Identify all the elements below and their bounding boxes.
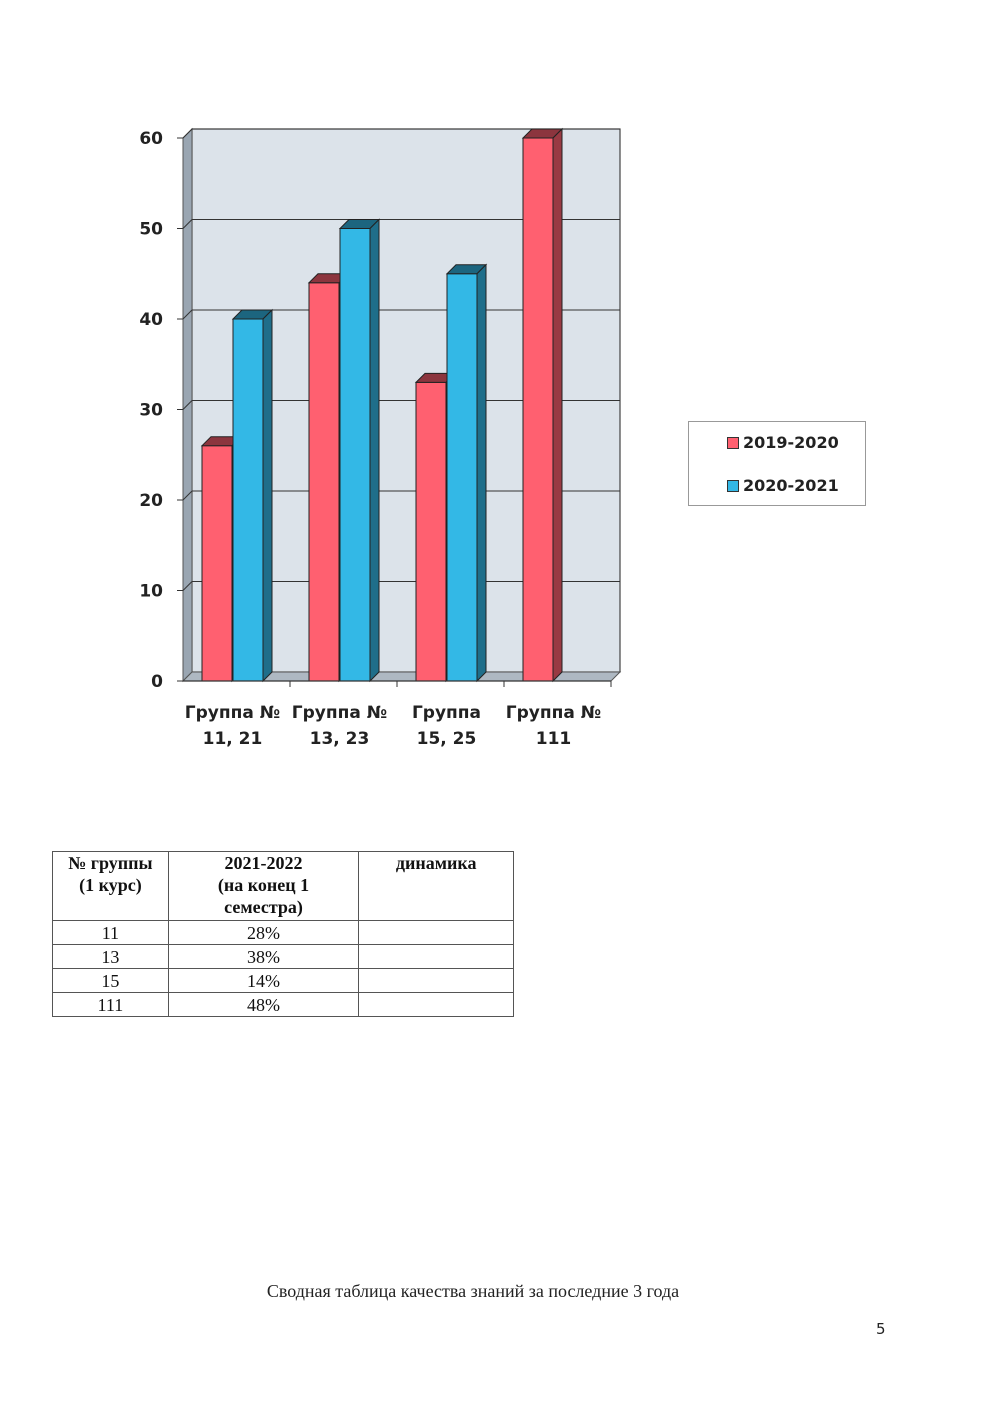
y-tick-label: 50 bbox=[139, 219, 163, 240]
bar-2020-2021-3 bbox=[447, 274, 477, 681]
header-line: (1 курс) bbox=[79, 875, 142, 895]
header-line: 2021-2022 bbox=[224, 853, 303, 873]
header-line: динамика bbox=[395, 853, 477, 873]
table-cell-quality: 48% bbox=[168, 993, 359, 1017]
legend-swatch-series-1 bbox=[727, 437, 739, 449]
table-cell-group: 11 bbox=[53, 921, 169, 945]
header-line: № группы bbox=[68, 853, 153, 873]
y-tick-label: 10 bbox=[139, 581, 163, 602]
table-cell-dynamics bbox=[359, 969, 514, 993]
header-line: семестра) bbox=[224, 897, 303, 917]
bar-side-2020-2021-1 bbox=[263, 310, 272, 681]
x-tick-label bbox=[506, 703, 601, 749]
page-number: 5 bbox=[876, 1320, 886, 1338]
table-cell-group: 15 bbox=[53, 969, 169, 993]
x-tick-label-line: Группа bbox=[411, 703, 482, 723]
table-row bbox=[53, 969, 514, 993]
table-header-group bbox=[53, 852, 169, 921]
table-cell-dynamics bbox=[359, 921, 514, 945]
table-cell-group: 111 bbox=[53, 993, 169, 1017]
x-tick-label-line: 15, 25 bbox=[416, 729, 477, 749]
bar-2019-2020-3 bbox=[416, 382, 446, 681]
y-tick-label: 20 bbox=[139, 491, 163, 511]
table-cell-quality: 14% bbox=[168, 969, 359, 993]
table-header-year bbox=[168, 852, 359, 921]
x-tick-label-line: Группа № bbox=[505, 703, 602, 723]
table-caption: Сводная таблица качества знаний за последние 3 года bbox=[266, 1281, 680, 1301]
table-cell-dynamics bbox=[359, 945, 514, 969]
summary-table bbox=[52, 851, 514, 1017]
x-tick-label-line: Группа № bbox=[184, 703, 281, 723]
table-cell-dynamics bbox=[359, 993, 514, 1017]
x-tick-label bbox=[412, 703, 481, 749]
bar-2020-2021-1 bbox=[233, 319, 263, 681]
bar-2020-2021-2 bbox=[340, 229, 370, 682]
y-tick-label: 30 bbox=[139, 400, 163, 421]
legend-item-series-1 bbox=[727, 433, 839, 452]
bar-side-2020-2021-2 bbox=[370, 220, 379, 682]
x-tick-label-line: 11, 21 bbox=[202, 729, 263, 749]
bar-side-2020-2021-3 bbox=[477, 265, 486, 681]
bar-2019-2020-2 bbox=[309, 283, 339, 681]
legend-swatch-series-2 bbox=[727, 480, 739, 492]
bar-2019-2020-1 bbox=[202, 446, 232, 681]
table-cell-group: 13 bbox=[53, 945, 169, 969]
header-line: (на конец 1 bbox=[217, 875, 310, 895]
x-tick-label bbox=[292, 703, 387, 749]
legend-item-series-2 bbox=[727, 476, 839, 495]
table-row bbox=[53, 993, 514, 1017]
chart-legend bbox=[688, 421, 866, 506]
table-header-row bbox=[53, 852, 514, 921]
y-tick-label: 40 bbox=[139, 310, 163, 330]
y-tick-label: 60 bbox=[139, 129, 163, 149]
x-tick-label bbox=[185, 703, 280, 749]
table-cell-quality: 38% bbox=[168, 945, 359, 969]
x-tick-label-line: 111 bbox=[535, 729, 572, 749]
table-row bbox=[53, 945, 514, 969]
y-tick-label: 0 bbox=[151, 672, 163, 692]
table-cell-quality: 28% bbox=[168, 921, 359, 945]
x-tick-label-line: Группа № bbox=[291, 703, 388, 723]
table-header-dynamics bbox=[359, 852, 514, 921]
legend-label-series-2: 2020-2021 bbox=[743, 476, 839, 495]
bar-side-2019-2020-4 bbox=[553, 129, 562, 681]
x-tick-label-line: 13, 23 bbox=[309, 729, 370, 749]
legend-label-series-1: 2019-2020 bbox=[743, 433, 839, 452]
bar-2019-2020-4 bbox=[523, 138, 553, 681]
table-row bbox=[53, 921, 514, 945]
